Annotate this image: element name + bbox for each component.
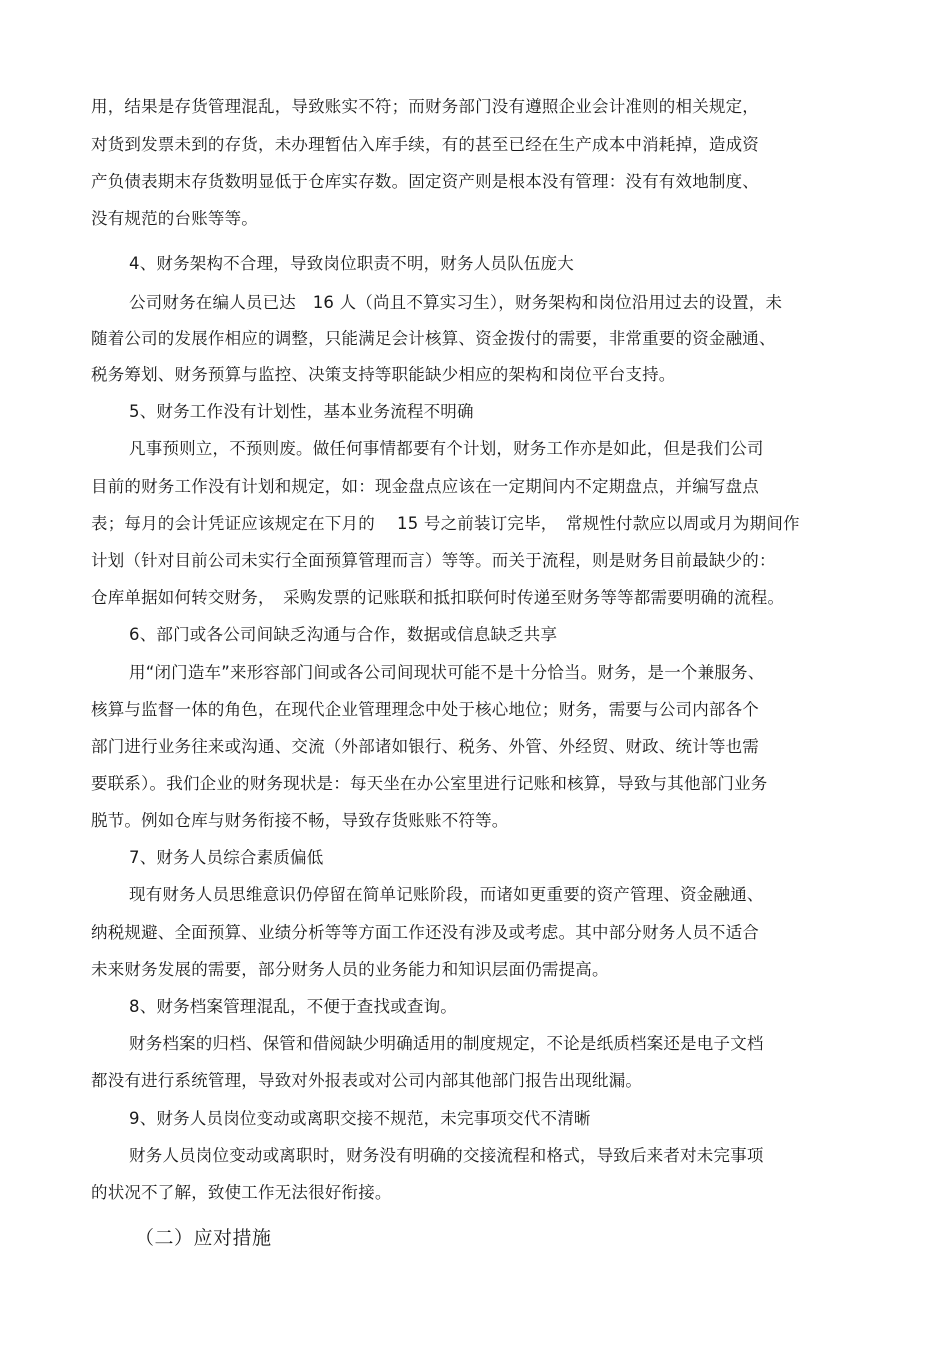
text-line: 目前的财务工作没有计划和规定，如：现金盘点应该在一定期间内不定期盘点，并编写盘点 bbox=[91, 477, 759, 496]
text-line: 税务筹划、财务预算与监控、决策支持等职能缺少相应的架构和岗位平台支持。 bbox=[91, 365, 676, 384]
text-line: 财务人员岗位变动或离职时，财务没有明确的交接流程和格式，导致后来者对未完事项 bbox=[129, 1146, 764, 1165]
text-line: 财务档案的归档、保管和借阅缺少明确适用的制度规定，不论是纸质档案还是电子文档 bbox=[129, 1034, 764, 1053]
text-line: 未来财务发展的需要，部分财务人员的业务能力和知识层面仍需提高。 bbox=[91, 960, 609, 979]
text-line: 对货到发票未到的存货，未办理暂估入库手续，有的甚至已经在生产成本中消耗掉，造成资 bbox=[91, 135, 759, 154]
subsection-heading: 9、财务人员岗位变动或离职交接不规范，未完事项交代不清晰 bbox=[129, 1109, 591, 1128]
subsection-heading: 6、部门或各公司间缺乏沟通与合作，数据或信息缺乏共享 bbox=[129, 625, 558, 644]
text-line: 部门进行业务往来或沟通、交流（外部诸如银行、税务、外管、外经贸、财政、统计等也需 bbox=[91, 737, 759, 756]
text-line: 用“闭门造车”来形容部门间或各公司间现状可能不是十分恰当。财务，是一个兼服务、 bbox=[129, 663, 765, 682]
text-line: 的状况不了解，致使工作无法很好衔接。 bbox=[91, 1183, 392, 1202]
section-heading: （二）应对措施 bbox=[135, 1227, 272, 1249]
subsection-heading: 4、财务架构不合理，导致岗位职责不明，财务人员队伍庞大 bbox=[129, 254, 574, 273]
text-line: 表；每月的会计凭证应该规定在下月的 15 号之前装订完毕， 常规性付款应以周或月为期间作 bbox=[91, 514, 800, 533]
subsection-heading: 8、财务档案管理混乱，不便于查找或查询。 bbox=[129, 997, 457, 1016]
text-line: 仓库单据如何转交财务， 采购发票的记账联和抵扣联何时传递至财务等等都需要明确的流程。 bbox=[91, 588, 785, 607]
text-line: 要联系）。我们企业的财务现状是：每天坐在办公室里进行记账和核算，导致与其他部门业务 bbox=[91, 774, 768, 793]
text-line: 核算与监督一体的角色，在现代企业管理理念中处于核心地位；财务，需要与公司内部各个 bbox=[91, 700, 759, 719]
text-line: 都没有进行系统管理，导致对外报表或对公司内部其他部门报告出现纰漏。 bbox=[91, 1071, 643, 1090]
text-line: 没有规范的台账等等。 bbox=[91, 209, 258, 228]
text-line: 凡事预则立，不预则废。做任何事情都要有个计划，财务工作亦是如此，但是我们公司 bbox=[129, 439, 764, 458]
text-line: 随着公司的发展作相应的调整，只能满足会计核算、资金拨付的需要，非常重要的资金融通、 bbox=[91, 329, 776, 348]
text-line: 纳税规避、全面预算、业绩分析等等方面工作还没有涉及或考虑。其中部分财务人员不适合 bbox=[91, 923, 759, 942]
text-line: 计划（针对目前公司未实行全面预算管理而言）等等。而关于流程，则是财务目前最缺少的： bbox=[91, 551, 776, 570]
text-line: 现有财务人员思维意识仍停留在简单记账阶段，而诸如更重要的资产管理、资金融通、 bbox=[129, 885, 764, 904]
text-line: 公司财务在编人员已达 16 人（尚且不算实习生），财务架构和岗位沿用过去的设置，未 bbox=[129, 293, 783, 312]
text-line: 用，结果是存货管理混乱，导致账实不符；而财务部门没有遵照企业会计准则的相关规定， bbox=[91, 97, 759, 116]
subsection-heading: 7、财务人员综合素质偏低 bbox=[129, 848, 324, 867]
subsection-heading: 5、财务工作没有计划性，基本业务流程不明确 bbox=[129, 402, 474, 421]
text-line: 脱节。例如仓库与财务衔接不畅，导致存货账账不符等。 bbox=[91, 811, 509, 830]
text-line: 产负债表期末存货数明显低于仓库实存数。固定资产则是根本没有管理：没有有效地制度、 bbox=[91, 172, 759, 191]
